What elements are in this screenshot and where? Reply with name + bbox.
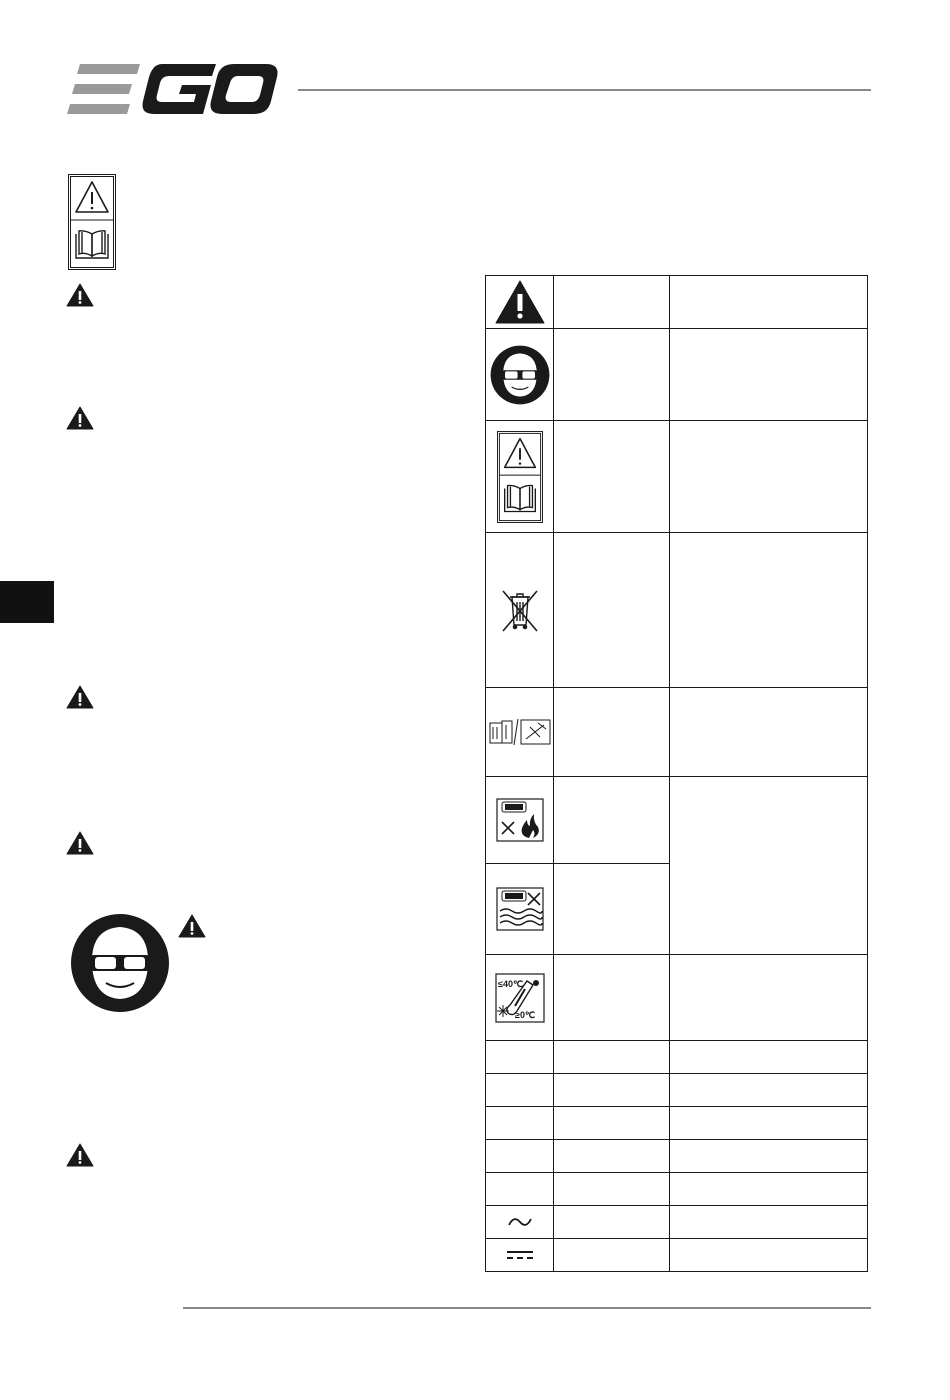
- symbol-name: [554, 1173, 670, 1206]
- no-fire-battery-icon: [496, 798, 544, 842]
- section-side-tab: [0, 581, 54, 623]
- warning-icon: [66, 406, 94, 430]
- symbol-description: [670, 955, 868, 1041]
- table-cell-icon: [486, 955, 554, 1041]
- temperature-range-icon: [495, 973, 545, 1023]
- symbol-name: [554, 955, 670, 1041]
- table-row: [486, 1206, 868, 1239]
- header-rule: [298, 89, 871, 91]
- logo-letters-go: [142, 64, 277, 114]
- table-cell-icon: [486, 688, 554, 777]
- direct-current-icon: [506, 1249, 534, 1261]
- warning-icon: [178, 914, 206, 938]
- table-cell-icon: [486, 421, 554, 533]
- table-row: [486, 421, 868, 533]
- symbol-description: [670, 1041, 868, 1074]
- table-row: [486, 533, 868, 688]
- symbol-name: [554, 329, 670, 421]
- symbol-description: [670, 533, 868, 688]
- symbol-description: [670, 1107, 868, 1140]
- symbol-name: [554, 533, 670, 688]
- table-cell-icon: [486, 1107, 554, 1140]
- warning-icon: [66, 685, 94, 709]
- table-row: [486, 276, 868, 329]
- table-cell-icon: [486, 864, 554, 955]
- table-row: [486, 1140, 868, 1173]
- table-row: [486, 688, 868, 777]
- temp-max-label: ≤40℃: [497, 978, 523, 989]
- symbol-name: [554, 688, 670, 777]
- battery-recycling-icon: [488, 717, 552, 747]
- symbol-name: [554, 421, 670, 533]
- logo-letter-e: [67, 64, 140, 114]
- warning-read-manual-sign: [68, 174, 116, 270]
- safety-goggles-icon: [490, 345, 550, 405]
- table-cell-icon: [486, 1140, 554, 1173]
- table-row: [486, 1239, 868, 1272]
- table-cell-icon: [486, 1173, 554, 1206]
- table-cell-icon: [486, 1239, 554, 1272]
- symbol-description: [670, 276, 868, 329]
- symbol-description: [670, 1074, 868, 1107]
- table-row: [486, 1107, 868, 1140]
- alternating-current-icon: [507, 1215, 533, 1229]
- warning-icon: [66, 283, 94, 307]
- symbol-name: [554, 1041, 670, 1074]
- symbol-name: [554, 1074, 670, 1107]
- symbols-table: [485, 275, 868, 1272]
- symbol-name: [554, 777, 670, 864]
- table-cell-icon: [486, 276, 554, 329]
- symbol-name: [554, 864, 670, 955]
- symbol-description: [670, 1173, 868, 1206]
- table-row: [486, 777, 868, 864]
- symbol-name: [554, 1140, 670, 1173]
- weee-crossed-bin-icon: [500, 587, 540, 633]
- table-cell-icon: [486, 777, 554, 864]
- symbol-name: [554, 276, 670, 329]
- symbol-description: [670, 1239, 868, 1272]
- table-cell-icon: [486, 1206, 554, 1239]
- table-cell-icon: [486, 1041, 554, 1074]
- table-cell-icon: [486, 1074, 554, 1107]
- temp-min-label: ≥0℃: [514, 1009, 535, 1020]
- symbol-description: [670, 777, 868, 955]
- symbol-name: [554, 1239, 670, 1272]
- symbol-description: [670, 329, 868, 421]
- symbol-description: [670, 1140, 868, 1173]
- symbol-name: [554, 1206, 670, 1239]
- symbol-name: [554, 1107, 670, 1140]
- table-row: [486, 1173, 868, 1206]
- no-water-battery-icon: [496, 887, 544, 931]
- table-row: [486, 1074, 868, 1107]
- safety-goggles-icon: [70, 913, 170, 1013]
- table-row: [486, 955, 868, 1041]
- symbol-description: [670, 421, 868, 533]
- table-row: [486, 1041, 868, 1074]
- safety-alert-icon: [495, 280, 545, 324]
- ego-logo: [66, 64, 278, 114]
- table-cell-icon: [486, 329, 554, 421]
- read-manual-icon: [496, 431, 544, 523]
- table-cell-icon: [486, 533, 554, 688]
- warning-icon: [66, 831, 94, 855]
- table-row: [486, 329, 868, 421]
- footer-rule: [183, 1307, 871, 1309]
- warning-icon: [66, 1143, 94, 1167]
- symbol-description: [670, 688, 868, 777]
- symbol-description: [670, 1206, 868, 1239]
